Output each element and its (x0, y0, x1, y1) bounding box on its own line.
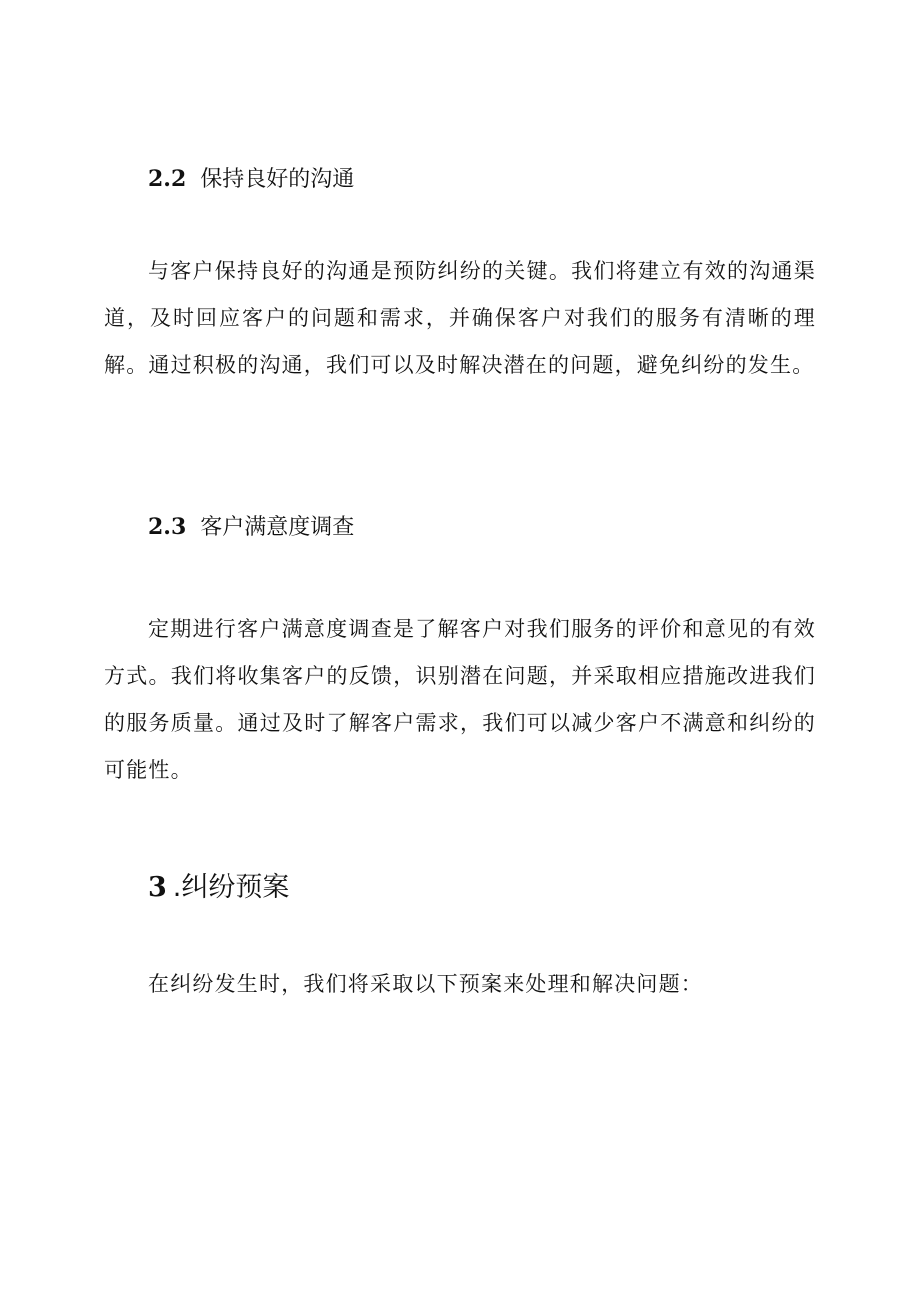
section-paragraph: 与客户保持良好的沟通是预防纠纷的关键。我们将建立有效的沟通渠道，及时回应客户的问题和需求，并确保客户对我们的服务有清晰的理解。通过积极的沟通，我们可以及时解决潜在的问题，避免纠纷的发生。 (104, 259, 816, 377)
section-title: 保持良好的沟通 (200, 167, 355, 192)
section-number: 2.3 (148, 514, 187, 540)
section-paragraph: 在纠纷发生时，我们将采取以下预案来处理和解决问题： (148, 972, 703, 996)
section-heading-3 (148, 870, 289, 906)
section-heading-2-3 (148, 512, 354, 543)
section-number: 3 (148, 872, 167, 903)
section-title: 客户满意度调查 (200, 515, 355, 540)
section-title: .纠纷预案 (172, 872, 290, 903)
section-number: 2.2 (148, 166, 187, 192)
section-heading-2-2 (148, 164, 354, 195)
section-paragraph: 定期进行客户满意度调查是了解客户对我们服务的评价和意见的有效方式。我们将收集客户的反馈，识别潜在问题，并采取相应措施改进我们的服务质量。通过及时了解客户需求，我们可以减少客户不满意和纠纷的可能性。 (104, 617, 816, 782)
